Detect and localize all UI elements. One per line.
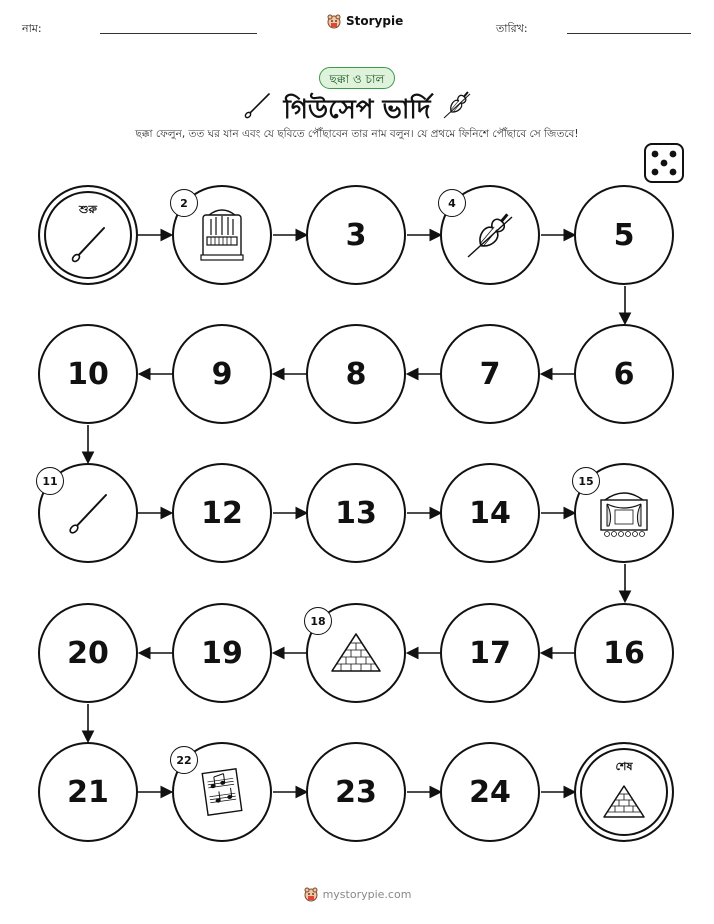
baton-icon (64, 220, 112, 268)
cell-number: 7 (479, 356, 501, 392)
board-cell-19[interactable] (172, 603, 272, 703)
footer-url[interactable]: mystorypie.com (322, 887, 412, 901)
board-cell-23[interactable] (306, 742, 406, 842)
cell-number-badge: 18 (304, 607, 332, 635)
pyramid-icon (601, 783, 647, 821)
start-label: শুরু (79, 203, 97, 216)
board-cell-12[interactable] (172, 463, 272, 563)
board-cell-start[interactable] (38, 185, 138, 285)
board-cell-2[interactable] (172, 185, 272, 285)
cell-number: 12 (201, 495, 243, 531)
board-cell-13[interactable] (306, 463, 406, 563)
cell-number: 14 (469, 495, 511, 531)
cell-number: 10 (67, 356, 109, 392)
cell-number: 17 (469, 635, 511, 671)
date-label: তারিখ: (496, 22, 528, 35)
violin-icon (462, 207, 518, 263)
finish-label: শেষ (615, 760, 633, 773)
cell-number: 9 (211, 356, 233, 392)
board-cell-4[interactable] (440, 185, 540, 285)
cell-number: 6 (613, 356, 635, 392)
sheet-music-icon (199, 767, 245, 817)
cell-number: 19 (201, 635, 243, 671)
cell-number: 20 (67, 635, 109, 671)
board-cell-15[interactable] (574, 463, 674, 563)
baton-icon (62, 487, 114, 539)
cell-number-badge: 15 (572, 467, 600, 495)
cell-number: 5 (613, 217, 635, 253)
cell-number: 16 (603, 635, 645, 671)
board-cell-finish[interactable] (574, 742, 674, 842)
opera-theater-icon (595, 486, 653, 540)
board-cell-8[interactable] (306, 324, 406, 424)
cell-number-badge: 11 (36, 467, 64, 495)
board-cell-3[interactable] (306, 185, 406, 285)
board-cell-6[interactable] (574, 324, 674, 424)
pyramid-icon (329, 631, 383, 675)
board-cell-7[interactable] (440, 324, 540, 424)
cell-number: 3 (345, 217, 367, 253)
pipe-organ-icon (197, 207, 247, 263)
page-title: গিউসেপ ভার্দি (283, 95, 431, 125)
board-cell-24[interactable] (440, 742, 540, 842)
cell-number: 23 (335, 774, 377, 810)
board-cell-5[interactable] (574, 185, 674, 285)
board-cell-20[interactable] (38, 603, 138, 703)
board-cell-16[interactable] (574, 603, 674, 703)
instructions: ছক্কা ফেলুন, তত ঘর যান এবং যে ছবিতে পৌঁছাবেন তার নাম বলুন। যে প্রথমে ফিনিশে পৌঁছাবে সে জিতবে! (135, 128, 579, 140)
cell-number-badge: 2 (170, 189, 198, 217)
board-cell-21[interactable] (38, 742, 138, 842)
name-label: নাম: (22, 22, 42, 35)
board-cell-10[interactable] (38, 324, 138, 424)
cell-number-badge: 22 (170, 746, 198, 774)
footer (0, 886, 714, 902)
cell-number: 24 (469, 774, 511, 810)
game-type-badge: ছক্কা ও চাল (319, 67, 395, 89)
board-cell-14[interactable] (440, 463, 540, 563)
cell-number: 21 (67, 774, 109, 810)
board-cell-11[interactable] (38, 463, 138, 563)
board-cell-18[interactable] (306, 603, 406, 703)
cell-number-badge: 4 (438, 189, 466, 217)
board-cell-22[interactable] (172, 742, 272, 842)
storypie-mascot-icon (303, 886, 319, 902)
brand-name: Storypie (346, 14, 404, 28)
cell-number: 8 (345, 356, 367, 392)
board-cell-17[interactable] (440, 603, 540, 703)
cell-number: 13 (335, 495, 377, 531)
board-cell-9[interactable] (172, 324, 272, 424)
